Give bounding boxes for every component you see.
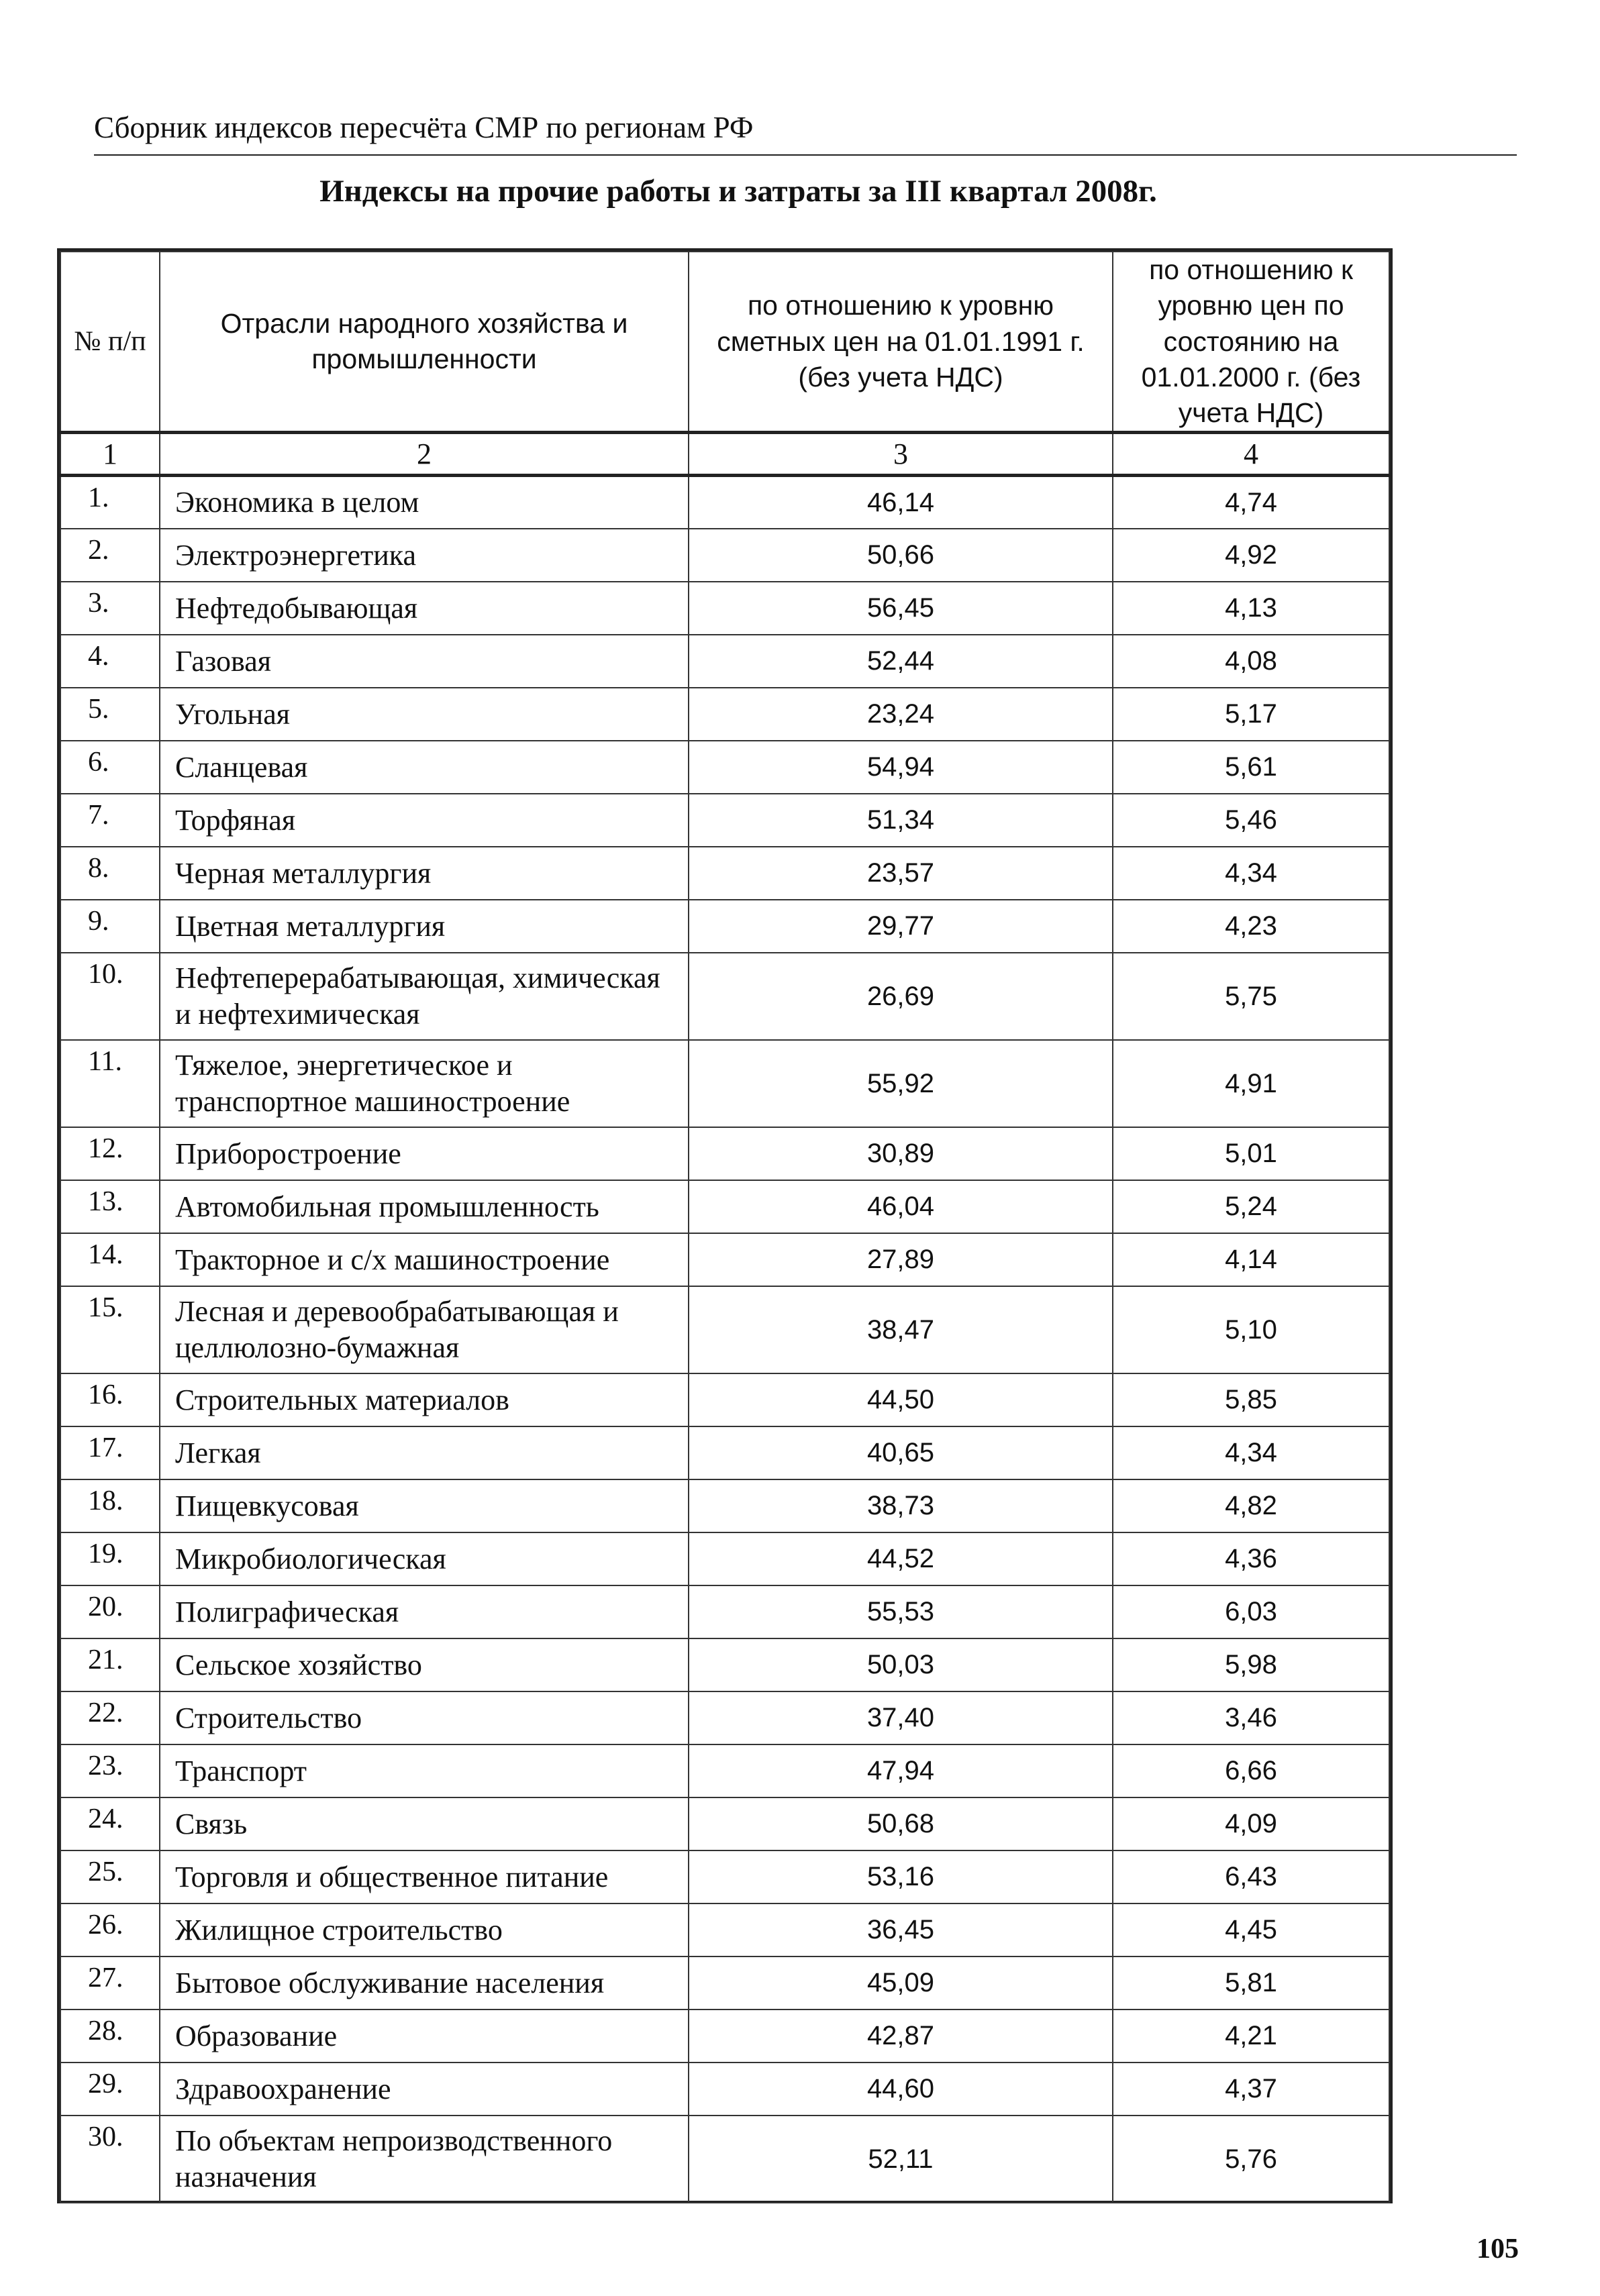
row-number: 24. bbox=[60, 1797, 160, 1850]
row-number: 16. bbox=[60, 1373, 160, 1426]
row-number: 17. bbox=[60, 1426, 160, 1479]
industry-name: Торфяная bbox=[160, 794, 689, 847]
industry-name: Микробиологическая bbox=[160, 1532, 689, 1585]
industry-name: Пищевкусовая bbox=[160, 1479, 689, 1532]
table-row bbox=[60, 476, 1389, 529]
row-number: 26. bbox=[60, 1903, 160, 1956]
row-number: 23. bbox=[60, 1744, 160, 1797]
index-2000: 5,61 bbox=[1113, 741, 1389, 794]
index-1991: 23,57 bbox=[689, 847, 1113, 900]
industry-name: Тракторное и с/х машиностроение bbox=[160, 1233, 689, 1286]
index-2000: 4,08 bbox=[1113, 635, 1389, 688]
index-1991: 27,89 bbox=[689, 1233, 1113, 1286]
table-row bbox=[60, 1585, 1389, 1638]
index-2000: 4,14 bbox=[1113, 1233, 1389, 1286]
table-row bbox=[60, 1040, 1389, 1127]
table-row bbox=[60, 1286, 1389, 1373]
row-number: 7. bbox=[60, 794, 160, 847]
index-2000: 4,91 bbox=[1113, 1040, 1389, 1127]
index-1991: 50,03 bbox=[689, 1638, 1113, 1691]
index-1991: 23,24 bbox=[689, 688, 1113, 741]
index-1991: 29,77 bbox=[689, 900, 1113, 953]
industry-name: Нефтеперерабатывающая, химическая и нефтехимическая bbox=[160, 953, 689, 1040]
industry-name: Полиграфическая bbox=[160, 1585, 689, 1638]
row-number: 22. bbox=[60, 1691, 160, 1744]
industry-name: Легкая bbox=[160, 1426, 689, 1479]
industry-name: Нефтедобывающая bbox=[160, 582, 689, 635]
index-2000: 5,01 bbox=[1113, 1127, 1389, 1180]
table-row bbox=[60, 1638, 1389, 1691]
table-row bbox=[60, 2010, 1389, 2063]
row-number: 2. bbox=[60, 529, 160, 582]
index-table-grid bbox=[60, 251, 1390, 2203]
index-1991: 56,45 bbox=[689, 582, 1113, 635]
table-row bbox=[60, 1903, 1389, 1956]
table-row bbox=[60, 1850, 1389, 1903]
row-number: 19. bbox=[60, 1532, 160, 1585]
industry-name: Экономика в целом bbox=[160, 476, 689, 529]
header-rule bbox=[94, 154, 1517, 156]
header-col3: по отношению к уровню сметных цен на 01.01.1991 г. (без учета НДС) bbox=[689, 252, 1113, 433]
index-2000: 4,34 bbox=[1113, 1426, 1389, 1479]
row-number: 12. bbox=[60, 1127, 160, 1180]
industry-name: Цветная металлургия bbox=[160, 900, 689, 953]
row-number: 4. bbox=[60, 635, 160, 688]
index-2000: 3,46 bbox=[1113, 1691, 1389, 1744]
index-1991: 55,92 bbox=[689, 1040, 1113, 1127]
table-row bbox=[60, 1797, 1389, 1850]
industry-name: Приборостроение bbox=[160, 1127, 689, 1180]
index-2000: 5,24 bbox=[1113, 1180, 1389, 1233]
index-2000: 6,43 bbox=[1113, 1850, 1389, 1903]
header-num: № п/п bbox=[60, 252, 160, 433]
index-1991: 53,16 bbox=[689, 1850, 1113, 1903]
row-number: 30. bbox=[60, 2116, 160, 2203]
index-2000: 4,23 bbox=[1113, 900, 1389, 953]
industry-name: Здравоохранение bbox=[160, 2063, 689, 2116]
index-2000: 4,74 bbox=[1113, 476, 1389, 529]
table-row bbox=[60, 741, 1389, 794]
row-number: 6. bbox=[60, 741, 160, 794]
index-1991: 46,04 bbox=[689, 1180, 1113, 1233]
industry-name: Газовая bbox=[160, 635, 689, 688]
index-1991: 50,66 bbox=[689, 529, 1113, 582]
index-2000: 4,34 bbox=[1113, 847, 1389, 900]
index-1991: 47,94 bbox=[689, 1744, 1113, 1797]
row-number: 3. bbox=[60, 582, 160, 635]
column-number-row bbox=[60, 433, 1389, 476]
row-number: 9. bbox=[60, 900, 160, 953]
index-1991: 42,87 bbox=[689, 2010, 1113, 2063]
index-2000: 4,09 bbox=[1113, 1797, 1389, 1850]
column-number: 4 bbox=[1113, 433, 1389, 476]
industry-name: Электроэнергетика bbox=[160, 529, 689, 582]
industry-name: Образование bbox=[160, 2010, 689, 2063]
industry-name: Торговля и общественное питание bbox=[160, 1850, 689, 1903]
row-number: 29. bbox=[60, 2063, 160, 2116]
page-title: Индексы на прочие работы и затраты за III квартал 2008г. bbox=[319, 174, 1157, 209]
table-row bbox=[60, 529, 1389, 582]
industry-name: Сельское хозяйство bbox=[160, 1638, 689, 1691]
column-number: 3 bbox=[689, 433, 1113, 476]
industry-name: Угольная bbox=[160, 688, 689, 741]
row-number: 18. bbox=[60, 1479, 160, 1532]
table-row bbox=[60, 2063, 1389, 2116]
row-number: 13. bbox=[60, 1180, 160, 1233]
column-number: 2 bbox=[160, 433, 689, 476]
index-1991: 30,89 bbox=[689, 1127, 1113, 1180]
index-1991: 52,11 bbox=[689, 2116, 1113, 2203]
row-number: 15. bbox=[60, 1286, 160, 1373]
index-1991: 51,34 bbox=[689, 794, 1113, 847]
industry-name: Тяжелое, энергетическое и транспортное машиностроение bbox=[160, 1040, 689, 1127]
index-1991: 46,14 bbox=[689, 476, 1113, 529]
index-1991: 50,68 bbox=[689, 1797, 1113, 1850]
index-2000: 4,37 bbox=[1113, 2063, 1389, 2116]
index-1991: 55,53 bbox=[689, 1585, 1113, 1638]
index-2000: 4,82 bbox=[1113, 1479, 1389, 1532]
index-2000: 5,98 bbox=[1113, 1638, 1389, 1691]
table-row bbox=[60, 900, 1389, 953]
table-row bbox=[60, 1691, 1389, 1744]
table-row bbox=[60, 2116, 1389, 2203]
table-row bbox=[60, 847, 1389, 900]
index-2000: 5,76 bbox=[1113, 2116, 1389, 2203]
industry-name: Лесная и деревообрабатывающая и целлюлозно-бумажная bbox=[160, 1286, 689, 1373]
header-industry: Отрасли народного хозяйства и промышленности bbox=[160, 252, 689, 433]
industry-name: По объектам непроизводственного назначения bbox=[160, 2116, 689, 2203]
row-number: 5. bbox=[60, 688, 160, 741]
industry-name: Строительных материалов bbox=[160, 1373, 689, 1426]
index-1991: 38,73 bbox=[689, 1479, 1113, 1532]
index-2000: 5,81 bbox=[1113, 1956, 1389, 2010]
industry-name: Транспорт bbox=[160, 1744, 689, 1797]
index-2000: 6,03 bbox=[1113, 1585, 1389, 1638]
table-row bbox=[60, 635, 1389, 688]
industry-name: Автомобильная промышленность bbox=[160, 1180, 689, 1233]
table-header-row bbox=[60, 252, 1389, 433]
index-1991: 38,47 bbox=[689, 1286, 1113, 1373]
index-1991: 44,60 bbox=[689, 2063, 1113, 2116]
index-2000: 4,45 bbox=[1113, 1903, 1389, 1956]
index-1991: 40,65 bbox=[689, 1426, 1113, 1479]
index-2000: 5,75 bbox=[1113, 953, 1389, 1040]
row-number: 27. bbox=[60, 1956, 160, 2010]
table-row bbox=[60, 1373, 1389, 1426]
table-row bbox=[60, 1233, 1389, 1286]
running-head: Сборник индексов пересчёта СМР по регионам РФ bbox=[94, 111, 754, 144]
index-1991: 37,40 bbox=[689, 1691, 1113, 1744]
index-1991: 45,09 bbox=[689, 1956, 1113, 2010]
index-1991: 44,50 bbox=[689, 1373, 1113, 1426]
industry-name: Жилищное строительство bbox=[160, 1903, 689, 1956]
table-row bbox=[60, 1426, 1389, 1479]
index-2000: 5,17 bbox=[1113, 688, 1389, 741]
industry-name: Бытовое обслуживание населения bbox=[160, 1956, 689, 2010]
header-col4: по отношению к уровню цен по состоянию на 01.01.2000 г. (без учета НДС) bbox=[1113, 252, 1389, 433]
index-2000: 4,13 bbox=[1113, 582, 1389, 635]
index-2000: 4,21 bbox=[1113, 2010, 1389, 2063]
index-table bbox=[57, 248, 1393, 2203]
industry-name: Черная металлургия bbox=[160, 847, 689, 900]
index-2000: 5,85 bbox=[1113, 1373, 1389, 1426]
index-1991: 36,45 bbox=[689, 1903, 1113, 1956]
table-row bbox=[60, 1479, 1389, 1532]
index-1991: 26,69 bbox=[689, 953, 1113, 1040]
row-number: 10. bbox=[60, 953, 160, 1040]
industry-name: Строительство bbox=[160, 1691, 689, 1744]
row-number: 14. bbox=[60, 1233, 160, 1286]
table-row bbox=[60, 1532, 1389, 1585]
industry-name: Связь bbox=[160, 1797, 689, 1850]
index-2000: 4,92 bbox=[1113, 529, 1389, 582]
index-2000: 6,66 bbox=[1113, 1744, 1389, 1797]
index-1991: 52,44 bbox=[689, 635, 1113, 688]
table-row bbox=[60, 1127, 1389, 1180]
row-number: 1. bbox=[60, 476, 160, 529]
row-number: 8. bbox=[60, 847, 160, 900]
table-row bbox=[60, 688, 1389, 741]
index-1991: 54,94 bbox=[689, 741, 1113, 794]
table-row bbox=[60, 953, 1389, 1040]
table-row bbox=[60, 794, 1389, 847]
column-number: 1 bbox=[60, 433, 160, 476]
table-row bbox=[60, 1956, 1389, 2010]
page-number: 105 bbox=[1477, 2234, 1519, 2264]
table-row bbox=[60, 1180, 1389, 1233]
index-1991: 44,52 bbox=[689, 1532, 1113, 1585]
table-row bbox=[60, 582, 1389, 635]
table-row bbox=[60, 1744, 1389, 1797]
row-number: 25. bbox=[60, 1850, 160, 1903]
row-number: 28. bbox=[60, 2010, 160, 2063]
index-2000: 5,46 bbox=[1113, 794, 1389, 847]
row-number: 20. bbox=[60, 1585, 160, 1638]
industry-name: Сланцевая bbox=[160, 741, 689, 794]
index-2000: 5,10 bbox=[1113, 1286, 1389, 1373]
index-2000: 4,36 bbox=[1113, 1532, 1389, 1585]
row-number: 21. bbox=[60, 1638, 160, 1691]
row-number: 11. bbox=[60, 1040, 160, 1127]
